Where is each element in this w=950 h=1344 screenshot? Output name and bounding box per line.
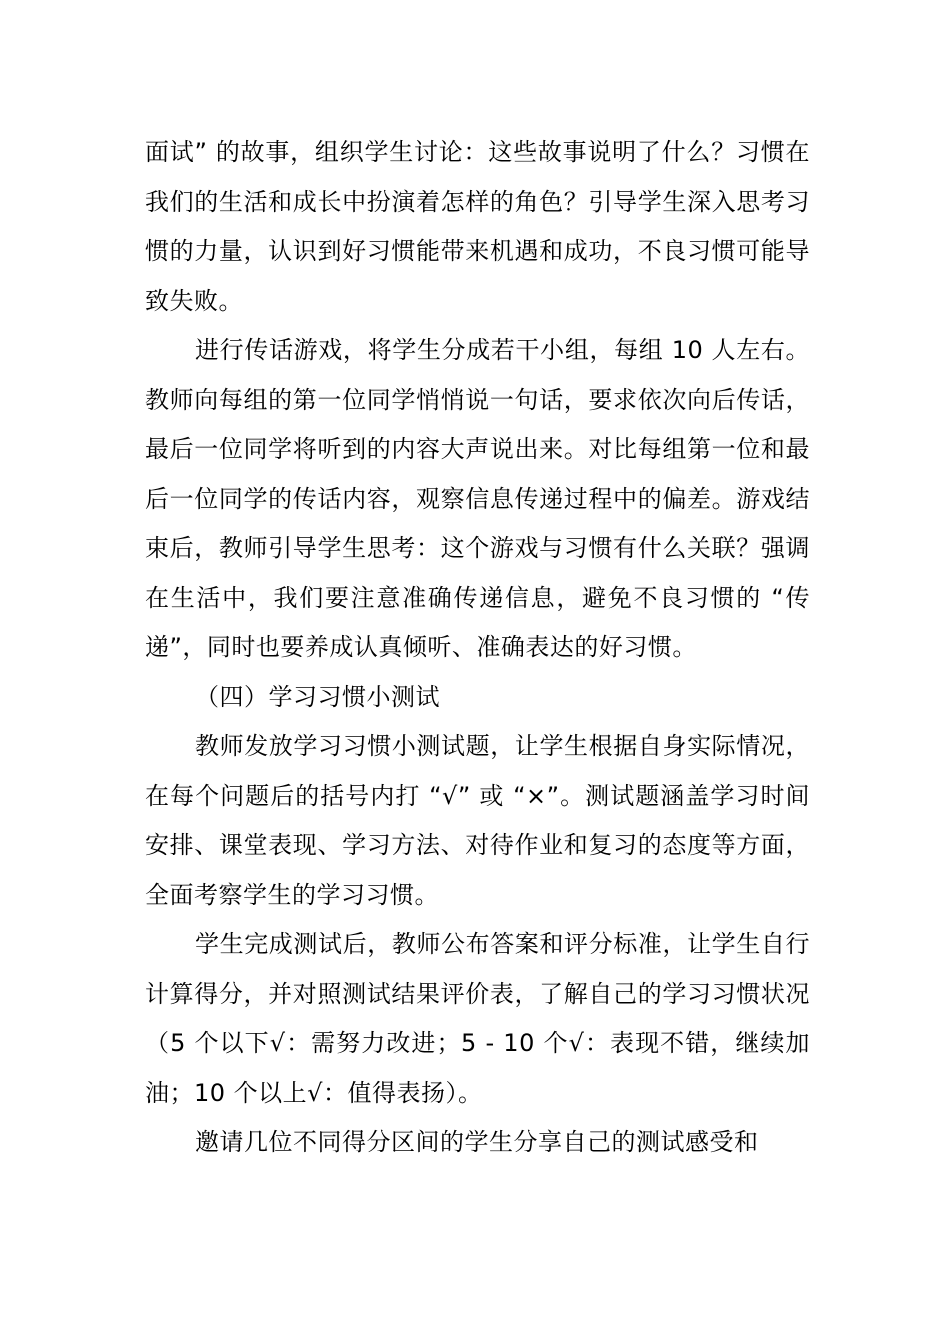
- document-body: [145, 128, 810, 1168]
- paragraph-test-distribution: 教师发放学习习惯小测试题，让学生根据自身实际情况，在每个问题后的括号内打 “√” 或 “×”。测试题涵盖学习时间安排、课堂表现、学习方法、对待作业和复习的态度等方面，全面考察学生的学习习惯。: [145, 732, 810, 909]
- paragraph-test-scoring: 学生完成测试后，教师公布答案和评分标准，让学生自行计算得分，并对照测试结果评价表，了解自己的学习习惯状况（5 个以下√：需努力改进；5 - 10 个√：表现不错，继续加油；10 个以上√：值得表扬）。: [145, 930, 810, 1107]
- paragraph-telephone-game: 进行传话游戏，将学生分成若干小组，每组 10 人左右。教师向每组的第一位同学悄悄说一句话，要求依次向后传话，最后一位同学将听到的内容大声说出来。对比每组第一位和最后一位同学的传话内容，观察信息传递过程中的偏差。游戏结束后，教师引导学生思考：这个游戏与习惯有什么关联？强调在生活中，我们要注意准确传递信息，避免不良习惯的 “传递”，同时也要养成认真倾听、准确表达的好习惯。: [145, 336, 810, 661]
- paragraph-sharing: 邀请几位不同得分区间的学生分享自己的测试感受和: [195, 1128, 759, 1156]
- section-heading-habit-test: （四）学习习惯小测试: [195, 682, 440, 711]
- paragraph-story-discussion: 面试” 的故事，组织学生讨论：这些故事说明了什么？习惯在我们的生活和成长中扮演着怎样的角色？引导学生深入思考习惯的力量，认识到好习惯能带来机遇和成功，不良习惯可能导致失败。: [145, 138, 810, 315]
